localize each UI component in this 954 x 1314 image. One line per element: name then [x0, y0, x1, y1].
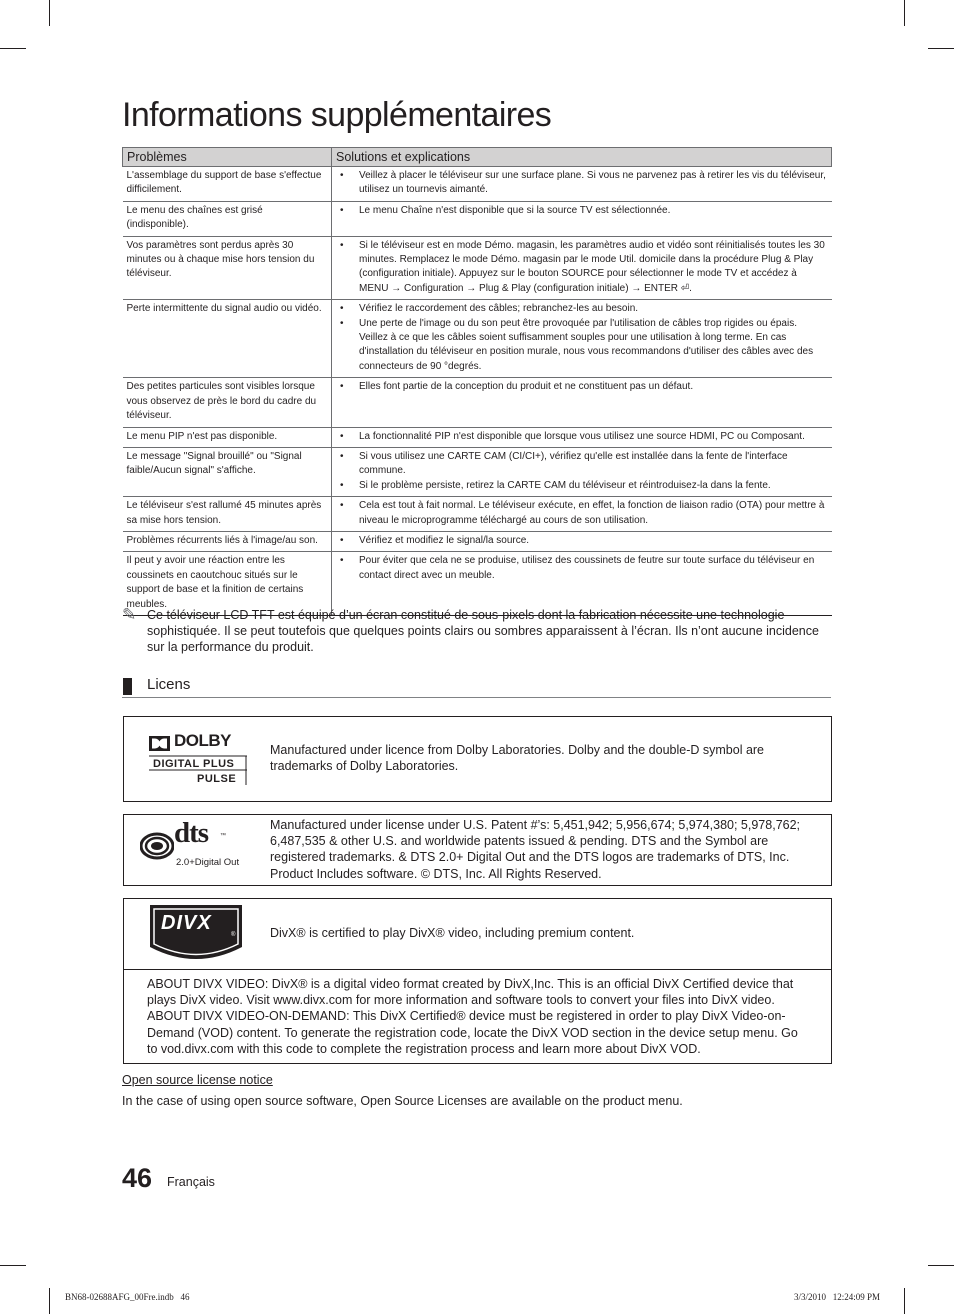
- crop-mark: [49, 0, 50, 26]
- divx-about-text: ABOUT DIVX VIDEO: DivX® is a digital video format created by DivX,Inc. This is an official DivX Certified device that plays DivX video. Visit www.divx.com for more information and software tools to convert your files into DivX video. ABOUT DIVX VIDEO-ON-DEMAND: This DivX Certified® device must be registered in order to play DivX Video-on-Demand (VOD) content. To generate the registration code, locate the DivX VOD section in the device setup menu. Go to vod.divx.com with this code to complete the registration process and learn more about DivX VOD.: [147, 977, 798, 1056]
- table-row: [123, 300, 832, 378]
- dolby-logo-line2: DIGITAL PLUS: [153, 758, 235, 770]
- problem-cell: Perte intermittente du signal audio ou vidéo.: [123, 300, 332, 378]
- solution-item: • La fonctionnalité PIP n'est disponible que lorsque vous utilisez une source HDMI, PC ou Composant.: [336, 430, 827, 444]
- divx-logo: [148, 903, 244, 965]
- solution-cell: [332, 427, 832, 447]
- problem-cell: Le téléviseur s'est rallumé 45 minutes après sa mise hors tension.: [123, 497, 332, 532]
- dts-logo: [140, 817, 242, 870]
- crop-mark: [49, 1288, 50, 1314]
- table-row: [123, 531, 832, 551]
- dts-logo-tm: ™: [220, 833, 226, 839]
- dolby-logo: [149, 731, 247, 785]
- table-row: [123, 201, 832, 236]
- problem-cell: Il peut y avoir une réaction entre les coussinets en caoutchouc situés sur le support de base et la finition de certains meubles.: [123, 552, 332, 616]
- dts-license-box: [123, 814, 832, 886]
- dts-disc-icon: [140, 832, 174, 860]
- solution-cell: [332, 300, 832, 378]
- problem-cell: Problèmes récurrents liés à l'image/au son.: [123, 531, 332, 551]
- table-header-row: [123, 148, 832, 167]
- dts-logo-text: dts: [174, 817, 209, 849]
- solution-item: • Pour éviter que cela ne se produise, utilisez des coussinets de feutre sur toute surface du téléviseur en contact direct avec un meuble.: [336, 554, 827, 583]
- section-marker: [123, 678, 132, 695]
- divx-license-text: DivX® is certified to play DivX® video, including premium content.: [270, 926, 635, 940]
- pencil-note-icon: ✎: [122, 605, 137, 624]
- crop-mark: [904, 1288, 905, 1314]
- table-row: [123, 167, 832, 202]
- divx-license-box: [123, 898, 832, 1064]
- crop-mark: [0, 1265, 26, 1266]
- solution-cell: [332, 447, 832, 496]
- solution-cell: [332, 552, 832, 616]
- crop-mark: [0, 48, 26, 49]
- open-source-title: Open source license notice: [122, 1073, 273, 1087]
- solution-item: • Si vous utilisez une CARTE CAM (CI/CI+), vérifiez qu'elle est installée dans la fente de l'interface commune.: [336, 450, 827, 479]
- solution-item: • Vérifiez et modifiez le signal/la source.: [336, 534, 827, 548]
- footer-file: BN68-02688AFG_00Fre.indb 46: [65, 1292, 190, 1302]
- solution-item: • Veillez à placer le téléviseur sur une surface plane. Si vous ne parvenez pas à retirer les vis du téléviseur, utilisez un tournevis aimanté.: [336, 169, 827, 198]
- crop-mark: [928, 1265, 954, 1266]
- crop-mark: [928, 48, 954, 49]
- problem-cell: Le menu des chaînes est grisé (indisponible).: [123, 201, 332, 236]
- solution-item: • Si le téléviseur est en mode Démo. magasin, les paramètres audio et vidéo sont réinitialisés toutes les 30 minutes. Remplacez le mode Démo. magasin par le mode Util. domicile dans la procédure Plug & Play (configuration initiale). Appuyez sur le bouton SOURCE pour sélectionner le mode TV et accédez à MENU → Configuration → Plug & Play (configuration initiale) → ENTER ⏎.: [336, 239, 827, 297]
- open-source-text: In the case of using open source software, Open Source Licenses are available on the product menu.: [122, 1094, 683, 1108]
- solution-cell: [332, 201, 832, 236]
- page-title: Informations supplémentaires: [122, 96, 552, 134]
- page-language: Français: [167, 1175, 215, 1189]
- dolby-logo-line3: PULSE: [197, 773, 237, 785]
- problem-cell: L'assemblage du support de base s'effectue difficilement.: [123, 167, 332, 202]
- solution-item: • Une perte de l'image ou du son peut être provoquée par l'utilisation de câbles trop rigides ou épais. Veillez à ce que les câbles soient suffisamment souples pour une utilisation à long terme. En cas d'installation du téléviseur en position murale, nous vous recommandons d'utiliser des câbles avec des connecteurs de 90 °degrés.: [336, 317, 827, 375]
- solution-item: • Elles font partie de la conception du produit et ne constituent pas un défaut.: [336, 380, 827, 394]
- solution-item: • Vérifiez le raccordement des câbles; rebranchez-les au besoin.: [336, 302, 827, 316]
- solution-cell: [332, 378, 832, 427]
- note-block: [122, 607, 822, 656]
- crop-mark: [904, 0, 905, 26]
- solution-cell: [332, 236, 832, 300]
- page-number: 46: [122, 1163, 153, 1193]
- problem-cell: Des petites particules sont visibles lorsque vous observez de près le bord du cadre du téléviseur.: [123, 378, 332, 427]
- table-row: [123, 378, 832, 427]
- note-text: Ce téléviseur LCD TFT est équipé d’un écran constitué de sous-pixels dont la fabrication nécessite une technologie sophistiquée. Il se peut toutefois que quelques points clairs ou sombres apparaissent à l’écran. Ils n’ont aucune incidence sur la performance du produit.: [147, 608, 819, 655]
- dolby-logo-text: DOLBY: [174, 731, 231, 750]
- solution-cell: [332, 497, 832, 532]
- dts-logo-sub: 2.0+Digital Out: [176, 857, 240, 868]
- problem-cell: Le message "Signal brouillé" ou "Signal faible/Aucun signal" s'affiche.: [123, 447, 332, 496]
- table-row: [123, 447, 832, 496]
- footer-datetime: 3/3/2010 12:24:09 PM: [794, 1292, 881, 1302]
- table-row: [123, 552, 832, 616]
- solution-cell: [332, 167, 832, 202]
- solution-item: • Cela est tout à fait normal. Le téléviseur exécute, en effet, la fonction de liaison radio (OTA) pour mettre à niveau le microprogramme téléchargé au cours de son utilisation.: [336, 499, 827, 528]
- dts-license-text: Manufactured under license under U.S. Patent #’s: 5,451,942; 5,956,674; 5,974,380; 5,978,762; 6,487,535 & other U.S. and worldwide patents issued & pending. DTS and the Symbol are registered trademarks. & DTS 2.0+ Digital Out and the DTS logos are trademarks of DTS, Inc. Product Includes software. © DTS, Inc. All Rights Reserved.: [270, 818, 801, 881]
- divx-about-section: [124, 969, 831, 1056]
- divx-logo-reg: ®: [231, 932, 236, 938]
- header-problems: Problèmes: [123, 148, 332, 167]
- table-row: [123, 427, 832, 447]
- section-title: Licens: [147, 676, 191, 693]
- solution-cell: [332, 531, 832, 551]
- solution-item: • Le menu Chaîne n'est disponible que si la source TV est sélectionnée.: [336, 204, 827, 218]
- solution-item: • Si le problème persiste, retirez la CARTE CAM du téléviseur et réintroduisez-la dans la fente.: [336, 479, 827, 493]
- dolby-license-box: [123, 716, 832, 802]
- section-header-licens: [122, 677, 831, 698]
- troubleshooting-table: [122, 147, 832, 616]
- table-row: [123, 236, 832, 300]
- table-row: [123, 497, 832, 532]
- dolby-license-text: Manufactured under licence from Dolby Laboratories. Dolby and the double-D symbol are trademarks of Dolby Laboratories.: [270, 743, 765, 774]
- problem-cell: Le menu PIP n'est pas disponible.: [123, 427, 332, 447]
- header-solutions: Solutions et explications: [332, 148, 832, 167]
- problem-cell: Vos paramètres sont perdus après 30 minutes ou à chaque mise hors tension du téléviseur.: [123, 236, 332, 300]
- divx-logo-text: DIVX: [161, 912, 212, 934]
